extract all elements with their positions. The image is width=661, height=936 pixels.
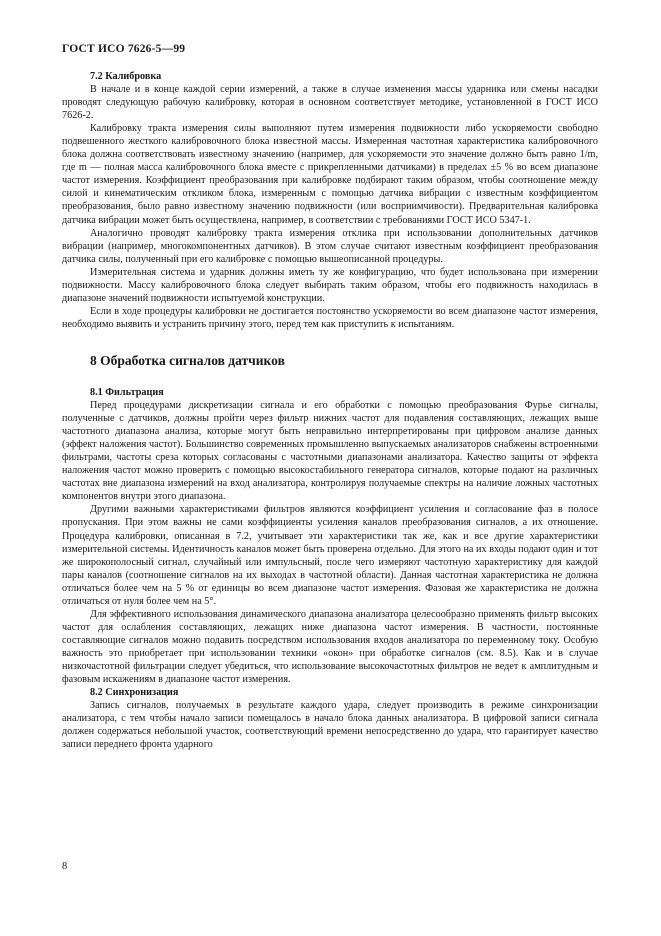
paragraph: Если в ходе процедуры калибровки не достигается постоянство ускоряемости во всем диапазоне частот измерения, необходимо выявить и устранить причину этого, перед тем как приступить к испытаниям. [62, 305, 598, 330]
subsection-heading-8-1: 8.1 Фильтрация [90, 386, 164, 398]
subsection-heading-8-2: 8.2 Синхронизация [90, 687, 179, 699]
paragraph: Калибровку тракта измерения силы выполняют путем измерения подвижности либо ускоряемости свободно подвешенного жесткого калибровочного блока известной массы. Измеренная частотная характеристика калибровочного блока должна соответствовать известному значению (например, для ускоряемости это значение должно быть равно 1/m, где m — полная масса калибровочного блока вместе с прикрепленными датчиками) в пределах ±5 % во всем диапазоне частот измерения. Коэффициент преобразования при калибровке подбирают таким образом, чтобы соотношение между силой и кинематическим откликом блока, измеренным с помощью датчика вибрации с известным коэффициентом преобразования, было равно известному значению подвижности (или восприимчивости). Предварительная калибровка датчика вибрации может быть осуществлена, например, в соответствии с требованиями ГОСТ ИСО 5347-1. [62, 123, 598, 226]
document-body [62, 70, 598, 751]
document-header: ГОСТ ИСО 7626-5—99 [62, 43, 186, 55]
paragraph: Измерительная система и ударник должны иметь ту же конфигурацию, что будет использована при измерении подвижности. Массу калибровочного блока следует выбирать таким образом, чтобы его подвижность находилась в диапазоне значений подвижности испытуемой конструкции. [62, 266, 598, 304]
section-heading-8: 8 Обработка сигналов датчиков [90, 352, 285, 368]
subsection-heading-7-2: 7.2 Калибровка [90, 71, 162, 82]
paragraph: В начале и в конце каждой серии измерений, а также в случае изменения массы ударника или смены насадки проводят следующую рабочую калибровку, которая в основном соответствует методике, установленной в ГОСТ ИСО 7626-2. [62, 84, 598, 122]
paragraph: Запись сигналов, получаемых в результате каждого удара, следует производить в режиме синхронизации анализатора, с тем чтобы начало записи помещалось в начало блока данных анализатора. В цифровой записи сигнала должен содержаться небольшой участок, соответствующий времени непосредственно до удара, что гарантирует качество записи переднего фронта ударного [62, 700, 598, 751]
paragraph: Для эффективного использования динамического диапазона анализатора целесообразно применять фильтр высоких частот для ослабления составляющих, лежащих ниже диапазона частот измерения. В частности, постоянные составляющие сигналов можно подавить посредством использования входов анализатора по переменному току. Особую важность это приобретает при использовании техники «окон» при обработке сигналов (см. 8.5). Как и в случае низкочастотной фильтрации следует убедиться, что использование высокочастотных фильтров не ведет к амплитудным и фазовым искажениям в диапазоне частот измерения. [62, 608, 598, 686]
paragraph: Перед процедурами дискретизации сигнала и его обработки с помощью преобразования Фурье сигналы, полученные с датчиков, должны пройти через фильтр нижних частот для подавления составляющих, лежащих выше частотного диапазона анализа, которые могут быть неправильно интерпретированы при цифровом анализе данных (эффект наложения частот). Большинство современных промышленно выпускаемых анализаторов снабжены встроенными фильтрами, частоты среза которых согласованы с частотными диапазонами анализатора. Качество защиты от эффекта наложения частот можно проверить с помощью высокостабильного генератора сигналов, которые подают на различных частотах вне диапазона измерений на вход анализатора, контролируя получаемые спектры на наличие ложных частотных компонентов внутри этого диапазона. [62, 400, 598, 503]
paragraph: Аналогично проводят калибровку тракта измерения отклика при использовании дополнительных датчиков вибрации (например, многокомпонентных датчиков). В этом случае считают известным коэффициент преобразования датчика силы, полученный при его калибровке с помощью вышеописанной процедуры. [62, 227, 598, 265]
page-number: 8 [62, 861, 68, 872]
paragraph: Другими важными характеристиками фильтров являются коэффициент усиления и согласование фаз в полосе пропускания. При этом важны не сами коэффициенты усиления каналов преобразования сигналов, а их отношение. Процедура калибровки, описанная в 7.2, учитывает эти характеристики так же, как и все другие характеристики измерительной системы. Идентичность каналов может быть проверена отдельно. Для этого на их входы подают один и тот же широкополосный сигнал, случайный или импульсный, после чего измеряют частотную характеристику для каждой пары каналов (соотношение сигналов на их выходах в частотной области). Данная частотная характеристика не должна отличаться более чем на 5 % от единицы во всем диапазоне частот измерения. Фазовая же характеристика не должна отличаться от нуля более чем на 5°. [62, 504, 598, 607]
